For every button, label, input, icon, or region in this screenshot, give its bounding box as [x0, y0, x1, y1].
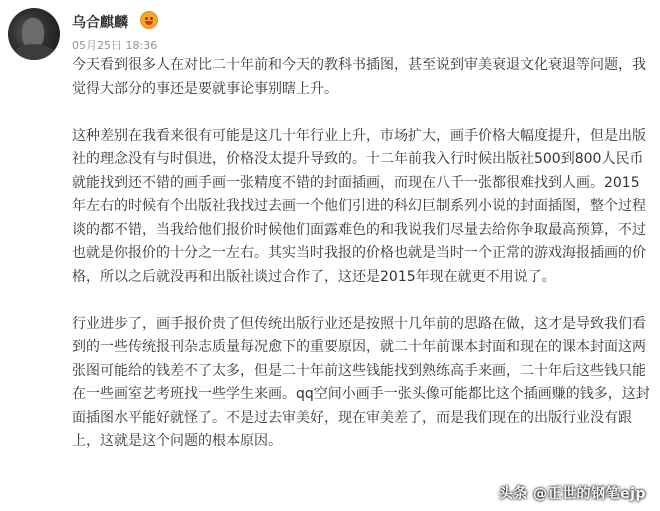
smiley-badge-icon [140, 11, 158, 29]
source-watermark: 头条 @正世的钢笔ejp [498, 486, 646, 502]
paragraph-spacer [72, 101, 652, 125]
badge-eye-right [150, 17, 153, 20]
author-avatar[interactable] [8, 8, 60, 60]
post-body [72, 54, 652, 454]
badge-eye-left [145, 17, 148, 20]
post-paragraph-1: 今天看到很多人在对比二十年前和今天的教科书插图，甚至说到审美衰退文化衰退等问题，我觉得大部分的事还是要就事论事别瞎上升。 [72, 57, 646, 97]
post-paragraph-3: 行业进步了，画手报价贵了但传统出版行业还是按照十几年前的思路在做，这才是导致我们看到的一些传统报刊杂志质量每况愈下的重要原因，就二十年前课本封面和现在的课本封面这两张图可能给的钱差不了太多，但是二十年前这些钱能找到熟练高手来画，二十年后这些钱只能在一些画室艺考班找一些学生来画。qq空间小画手一张头像可能都比这个插画赚的钱多，这封面插图水平能好就怪了。不是过去审美好，现在审美差了，而是我们现在的出版行业没有跟上，这就是这个问题的根本原因。 [72, 315, 650, 449]
paragraph-spacer [72, 289, 652, 313]
post-timestamp[interactable]: 05月25日 18:36 [72, 39, 158, 52]
badge-mouth [145, 21, 153, 25]
author-name[interactable]: 乌合麒麟 [72, 15, 128, 31]
post-paragraph-2: 这种差别在我看来很有可能是这几十年行业上升，市场扩大，画手价格大幅度提升，但是出版社的理念没有与时俱进，价格没太提升导致的。十二年前我入行时候出版社500到800人民币就能找到还不错的画手画一张精度不错的封面插画，而现在八千一张都很难找到人画。2015年左右的时候有个出版社我找过去画一个他们引进的科幻巨制系列小说的封面插图，整个过程谈的都不错，当我给他们报价时候他们面露难色的和我说我们尽量去给你争取最高预算，不过也就是你报价的十分之一左右。其实当时我报的价格也就是当时一个正常的游戏海报插画的价格，所以之后就没再和出版社谈过合作了，这还是2015年现在就更不用说了。 [72, 127, 646, 285]
